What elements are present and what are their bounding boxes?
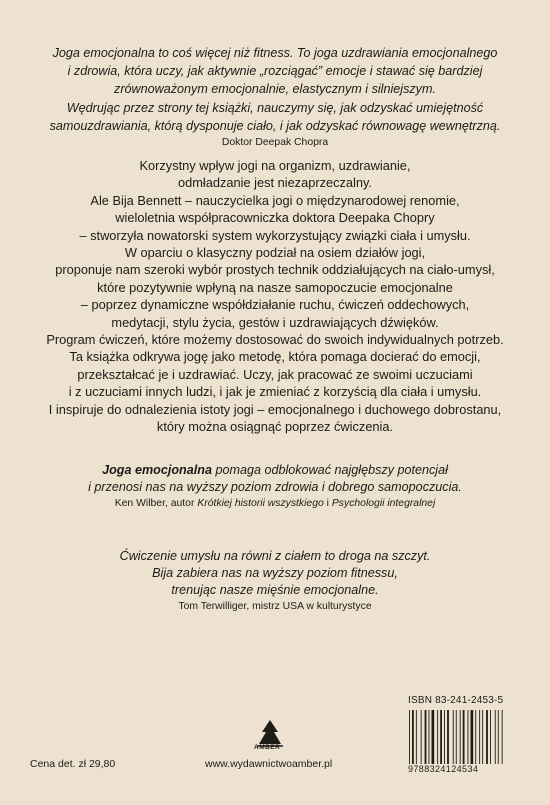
body-line: – poprzez dynamiczne współdziałanie ruchu, ćwiczeń oddechowych, (80, 297, 470, 313)
quote-author: Doktor Deepak Chopra (221, 137, 329, 149)
barcode-bar (502, 710, 503, 764)
barcode-bar (479, 710, 480, 764)
quote-line: samouzdrawiania, którą dysponuje ciało, i jak odzyskać równowagę wewnętrzną. (49, 118, 501, 133)
description-body (0, 157, 550, 436)
author-prefix: Ken Wilber, autor (114, 498, 198, 509)
quote-line: Ćwiczenie umysłu na równi z ciałem to droga na szczyt. (119, 549, 431, 563)
body-line: odmładzanie jest niezaprzeczalny. (178, 175, 372, 191)
body-line: i z uczuciami innych ludzi, i jak je zmieniać z korzyścią dla ciała i umysłu. (68, 384, 482, 400)
quote-line: i przenosi nas na wyższy poziom zdrowia i dobrego samopoczucia. (88, 480, 462, 494)
quote-text: pomaga odblokować najgłębszy potencjał (211, 463, 448, 477)
barcode-bar (425, 710, 427, 764)
barcode-bar (453, 710, 454, 764)
barcode-bar (432, 710, 435, 764)
body-line: Korzystny wpływ jogi na organizm, uzdrawianie, (139, 158, 411, 173)
barcode-bar (437, 710, 438, 764)
opening-quote (0, 44, 550, 151)
quote-line: Bija zabiera nas na wyższy poziom fitnessu, (152, 566, 398, 580)
barcode-bar (468, 710, 469, 764)
body-line: Ale Bija Bennett – nauczycielka jogi o międzynarodowej renomie, (90, 192, 460, 208)
barcode-digits: 9788324124534 (408, 764, 479, 774)
quote-author (0, 496, 550, 512)
body-line: które pozytywnie wpłyną na nasze samopoczucie emocjonalne (97, 279, 453, 295)
barcode-bar (447, 710, 449, 764)
body-line: I inspiruje do odnalezienia istoty jogi – emocjonalnego i duchowego dobrostanu, (48, 401, 502, 417)
barcode-bar (416, 710, 417, 764)
body-line: Ta książka odkrywa jogę jako metodę, która pomaga docierać do emocji, (69, 349, 481, 365)
body-line: Program ćwiczeń, które możemy dostosować do swoich indywidualnych potrzeb. (46, 332, 504, 348)
isbn-label: ISBN 83-241-2453-5 (408, 695, 504, 706)
terwilliger-quote (0, 548, 550, 615)
book-title: Joga emocjonalna (102, 463, 212, 477)
body-line: wieloletnia współpracowniczka doktora Deepaka Chopry (115, 210, 435, 226)
barcode-bar (490, 710, 491, 764)
quote-author: Tom Terwilliger, mistrz USA w kulturystyce (178, 601, 372, 612)
book-ref: Krótkiej historii wszystkiego (197, 498, 324, 509)
body-line: przekształcać je i uzdrawiać. Uczy, jak pracować ze swoimi uczuciami (77, 366, 473, 382)
quote-line: zrównoważonym emocjonalnie, elastycznym i silniejszym. (114, 82, 436, 97)
barcode-bar (440, 710, 442, 764)
barcode-bar (498, 710, 499, 764)
price-label: Cena det. zł 29,80 (30, 758, 116, 770)
barcode-bar (475, 710, 476, 764)
barcode-bar (486, 710, 488, 764)
barcode-bar (460, 710, 461, 764)
barcode-bar (463, 710, 465, 764)
quote-line: Joga emocjonalna to coś więcej niż fitness. To joga uzdrawiania emocjonalnego (52, 46, 498, 60)
barcode-bar (471, 710, 474, 764)
body-line: medytacji, stylu życia, gestów i uzdrawiających dźwięków. (111, 314, 439, 330)
barcode-bar (456, 710, 457, 764)
body-line: który można osiągnąć poprzez ćwiczenia. (156, 419, 394, 435)
barcode-bar (429, 710, 430, 764)
barcode-bar (495, 710, 496, 764)
barcode-bar (444, 710, 445, 764)
quote-line: Wędrując przez strony tej książki, nauczymy się, jak odzyskać umiejętność (66, 100, 484, 115)
barcode-bar (482, 710, 483, 764)
body-line: – stworzyła nowatorski system wykorzystujący związki ciała i umysłu. (79, 227, 471, 243)
barcode-bar (412, 710, 414, 764)
amber-logo-text: AMBER (254, 744, 281, 751)
publisher-website: www.wydawnictwoamber.pl (205, 758, 333, 770)
conjunction: i (323, 498, 332, 509)
barcode-bar (409, 710, 410, 764)
barcode (406, 708, 530, 766)
quote-line (0, 462, 550, 479)
book-ref: Psychologii integralnej (331, 498, 436, 509)
body-line: W oparciu o klasyczny podział na osiem działów jogi, (124, 245, 426, 261)
quote-line: i zdrowia, która uczy, jak aktywnie „rozciągać” emocje i stawać się bardziej (67, 64, 483, 79)
barcode-bar (421, 710, 422, 764)
quote-line: trenując nasze mięśnie emocjonalne. (171, 583, 379, 597)
wilber-quote (0, 462, 550, 512)
body-line: proponuje nam szeroki wybór prostych technik oddziałujących na ciało-umysł, (55, 262, 495, 278)
